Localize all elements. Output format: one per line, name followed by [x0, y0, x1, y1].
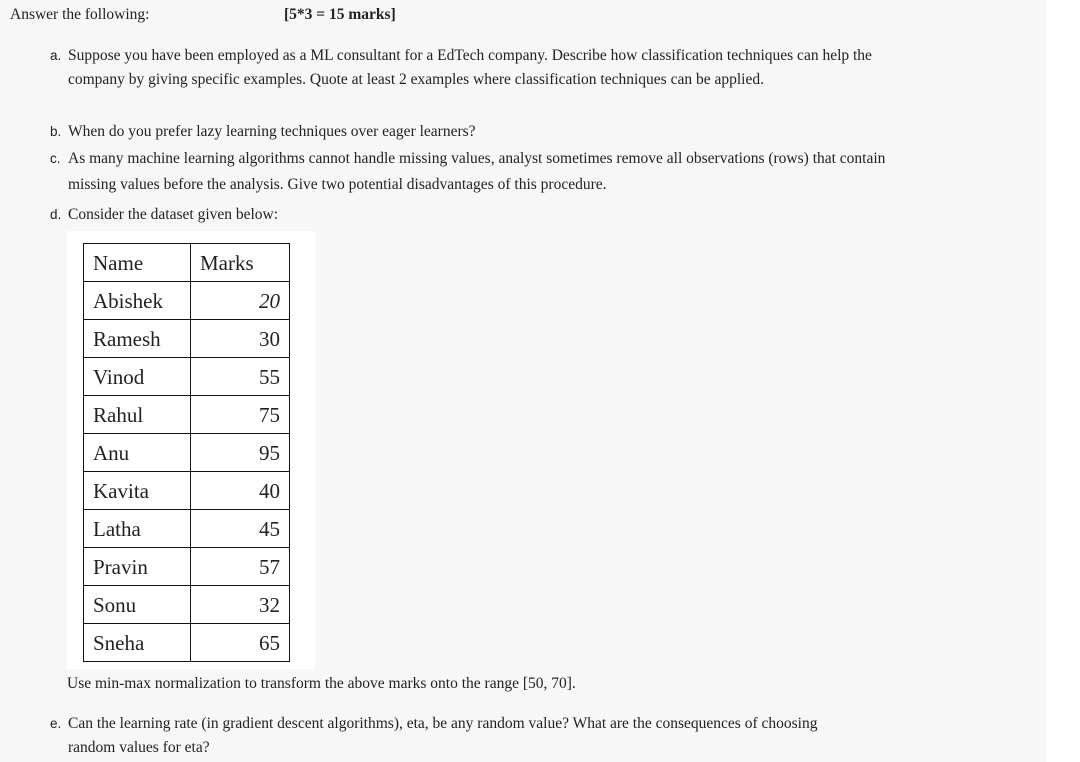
- total-marks: [5*3 = 15 marks]: [284, 6, 396, 23]
- question-d-line1: Consider the dataset given below:: [68, 206, 279, 223]
- question-d-letter: d.: [50, 207, 62, 222]
- question-b-letter: b.: [50, 124, 62, 139]
- table-row: [84, 320, 290, 358]
- cell-marks: 32: [191, 586, 290, 624]
- table-row: [84, 586, 290, 624]
- question-e-line2: random values for eta?: [68, 739, 210, 756]
- cell-name: Anu: [84, 434, 191, 472]
- cell-marks: 30: [191, 320, 290, 358]
- table-row: [84, 510, 290, 548]
- instructions-text: Answer the following:: [10, 6, 150, 23]
- question-a-letter: a.: [50, 48, 62, 63]
- table-header-row: [84, 244, 290, 282]
- table-row: [84, 624, 290, 662]
- cell-name: Rahul: [84, 396, 191, 434]
- cell-name: Latha: [84, 510, 191, 548]
- cell-name: Vinod: [84, 358, 191, 396]
- cell-marks: 57: [191, 548, 290, 586]
- cell-name: Sneha: [84, 624, 191, 662]
- table-row: [84, 282, 290, 320]
- column-header-marks: Marks: [191, 244, 290, 282]
- table-row: [84, 472, 290, 510]
- cell-marks: 55: [191, 358, 290, 396]
- cell-name: Abishek: [84, 282, 191, 320]
- table-row: [84, 434, 290, 472]
- cell-name: Kavita: [84, 472, 191, 510]
- question-c-line1: As many machine learning algorithms cannot handle missing values, analyst sometimes remove all observations (rows) that contain: [68, 150, 886, 167]
- cell-marks: 40: [191, 472, 290, 510]
- dataset-table: [83, 243, 290, 662]
- column-header-name: Name: [84, 244, 191, 282]
- table-row: [84, 358, 290, 396]
- question-d-instruction: Use min-max normalization to transform the above marks onto the range [50, 70].: [67, 675, 576, 692]
- cell-marks: 75: [191, 396, 290, 434]
- question-b-line1: When do you prefer lazy learning techniques over eager learners?: [68, 123, 476, 140]
- cell-name: Ramesh: [84, 320, 191, 358]
- cell-marks: 20: [191, 282, 290, 320]
- cell-marks: 45: [191, 510, 290, 548]
- cell-marks: 95: [191, 434, 290, 472]
- cell-name: Pravin: [84, 548, 191, 586]
- question-a-line2: company by giving specific examples. Quote at least 2 examples where classification techniques can be applied.: [68, 71, 764, 88]
- cell-name: Sonu: [84, 586, 191, 624]
- dataset-table-container: [67, 231, 315, 669]
- question-c-letter: c.: [50, 151, 61, 166]
- question-a-line1: Suppose you have been employed as a ML consultant for a EdTech company. Describe how classification techniques can help the: [68, 47, 872, 64]
- table-row: [84, 548, 290, 586]
- question-c-line2: missing values before the analysis. Give two potential disadvantages of this procedure.: [68, 176, 607, 193]
- cell-marks: 65: [191, 624, 290, 662]
- header: [10, 6, 396, 24]
- table-row: [84, 396, 290, 434]
- question-e-line1: Can the learning rate (in gradient descent algorithms), eta, be any random value? What are the consequences of choosing: [68, 715, 818, 732]
- question-e-letter: e.: [50, 716, 62, 731]
